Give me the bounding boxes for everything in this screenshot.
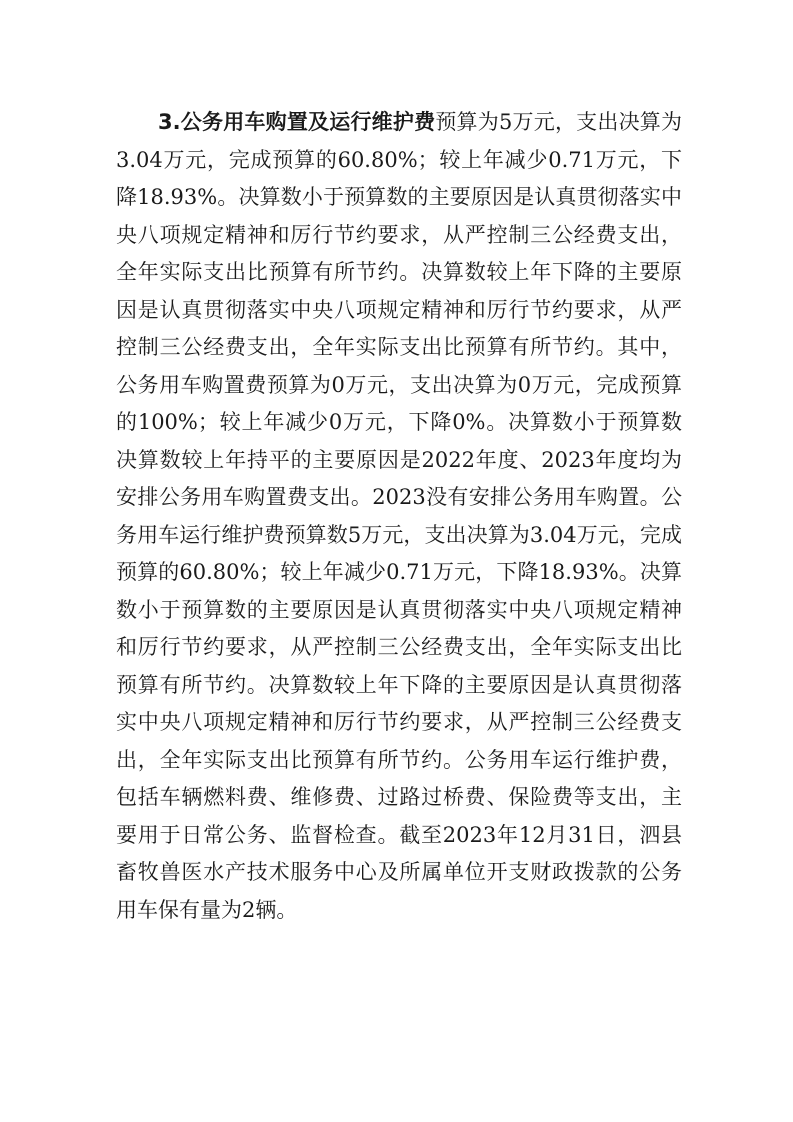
paragraph-body: 预算为5万元，支出决算为3.04万元，完成预算的60.80%；较上年减少0.71万元，下降18.93%。决算数小于预算数的主要原因是认真贯彻落实中央八项规定精神和厉行节约要求，从严控制三公经费支出，全年实际支出比预算有所节约。决算数较上年下降的主要原因是认真贯彻落实中央八项规定精神和厉行节约要求，从严控制三公经费支出，全年实际支出比预算有所节约。其中，公务用车购置费预算为0万元，支出决算为0万元，完成预算的100%；较上年减少0万元，下降0%。决算数小于预算数决算数较上年持平的主要原因是2022年度、2023年度均为安排公务用车购置费支出。2023没有安排公务用车购置。公务用车运行维护费预算数5万元，支出决算为3.04万元，完成预算的60.80%；较上年减少0.71万元，下降18.93%。决算数小于预算数的主要原因是认真贯彻落实中央八项规定精神和厉行节约要求，从严控制三公经费支出，全年实际支出比预算有所节约。决算数较上年下降的主要原因是认真贯彻落实中央八项规定精神和厉行节约要求，从严控制三公经费支出，全年实际支出比预算有所节约。公务用车运行维护费，包括车辆燃料费、维修费、过路过桥费、保险费等支出，主要用于日常公务、监督检查。截至2023年12月31日，泗县畜牧兽医水产技术服务中心及所属单位开支财政拨款的公务用车保有量为2辆。 <box>116 110 682 922</box>
paragraph-vehicle-expenses <box>116 104 682 929</box>
section-heading: 3.公务用车购置及运行维护费 <box>158 110 436 134</box>
body-text-block <box>116 104 682 929</box>
